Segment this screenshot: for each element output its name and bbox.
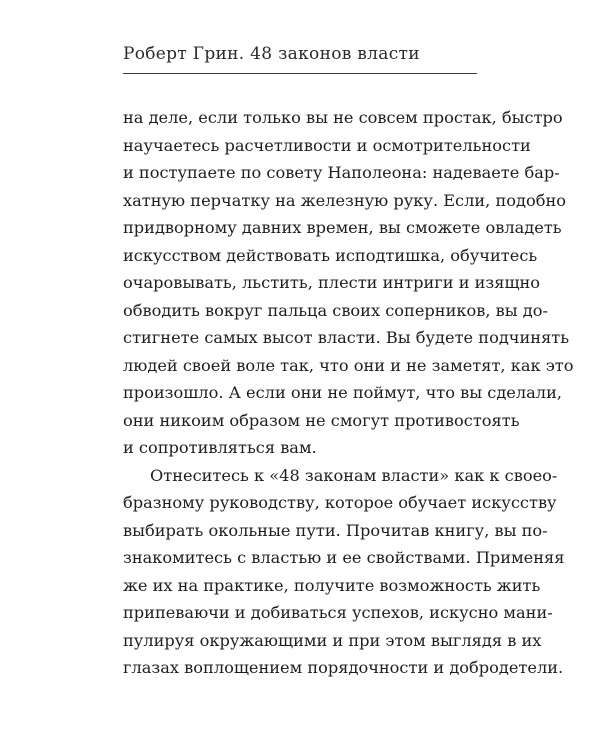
body-text bbox=[123, 104, 574, 682]
running-header: Роберт Грин. 48 законов власти bbox=[123, 44, 420, 64]
text-line: знакомитесь с властью и ее свойствами. Применяя bbox=[123, 548, 565, 567]
text-line: искусством действовать исподтишка, обучитесь bbox=[123, 245, 538, 265]
text-line: придворному давних времен, вы сможете овладеть bbox=[123, 218, 562, 237]
text-line: припеваючи и добиваться успехов, искусно мани- bbox=[123, 603, 553, 622]
text-line: пулируя окружающими и при этом выглядя в их bbox=[123, 630, 542, 650]
text-line: хатную перчатку на железную руку. Если, подобно bbox=[123, 190, 567, 210]
text-line: они никоим образом не смогут противостоять bbox=[123, 410, 520, 430]
text-line: выбирать окольные пути. Прочитав книгу, вы по- bbox=[123, 520, 548, 540]
text-line: научаетесь расчетливости и осмотрительности bbox=[123, 135, 531, 155]
text-line: произошло. А если они не поймут, что вы сделали, bbox=[123, 383, 563, 402]
header-rule bbox=[123, 73, 477, 74]
text-line: Отнеситесь к «48 законам власти» как к своео- bbox=[150, 465, 558, 485]
paragraph-2 bbox=[123, 462, 565, 682]
paragraph-1 bbox=[123, 104, 574, 462]
text-line: обводить вокруг пальца своих соперников, вы до- bbox=[123, 300, 548, 320]
text-line: глазах воплощением порядочности и добродетели. bbox=[123, 658, 564, 677]
text-line: и сопротивляться вам. bbox=[123, 438, 317, 457]
text-line: людей своей воле так, что они и не заметят, как это bbox=[123, 355, 574, 375]
text-line: очаровывать, льстить, плести интриги и изящно bbox=[123, 273, 541, 292]
text-line: стигнете самых высот власти. Вы будете подчинять bbox=[123, 328, 570, 347]
text-line: бразному руководству, которое обучает искусству bbox=[123, 493, 557, 512]
text-line: на деле, если только вы не совсем простак, быстро bbox=[123, 108, 563, 127]
text-line: и поступаете по совету Наполеона: надеваете бар- bbox=[123, 163, 560, 182]
text-line: же их на практике, получите возможность жить bbox=[123, 575, 541, 595]
